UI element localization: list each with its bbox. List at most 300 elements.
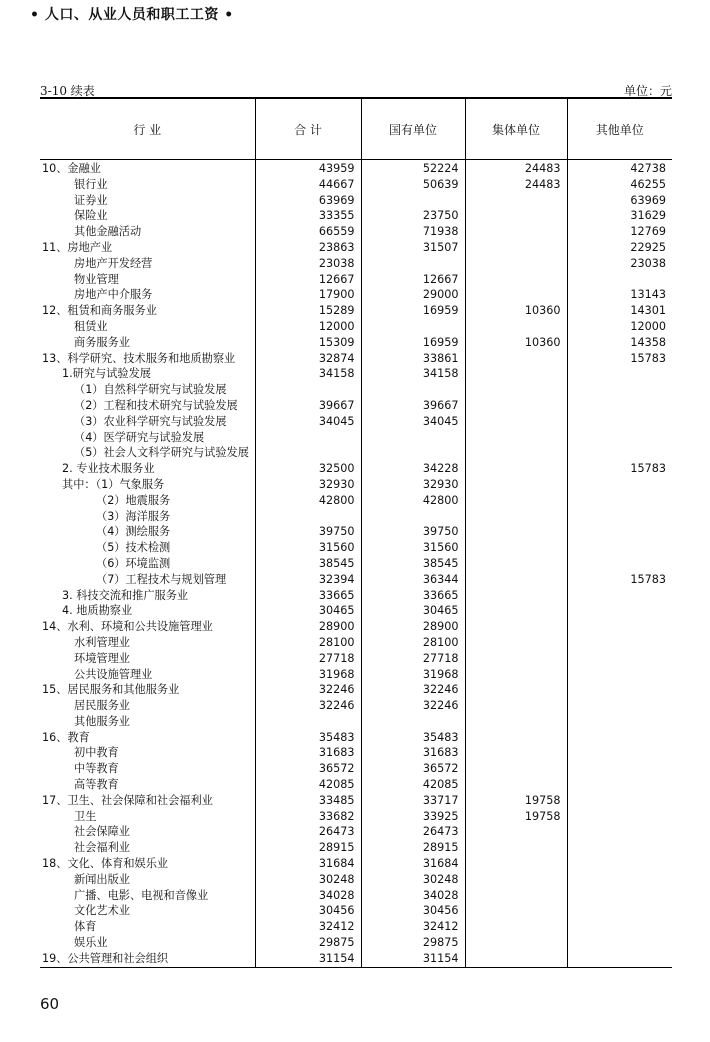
table-row — [40, 382, 672, 398]
table-row — [40, 303, 672, 319]
table-row — [40, 651, 672, 667]
collective-cell — [465, 603, 567, 619]
state-owned-cell: 30465 — [361, 603, 465, 619]
other-cell — [567, 761, 672, 777]
table-row — [40, 240, 672, 256]
other-cell: 12769 — [567, 224, 672, 240]
total-cell: 26473 — [255, 824, 361, 840]
other-cell — [567, 588, 672, 604]
table-row — [40, 619, 672, 635]
state-owned-cell: 39667 — [361, 398, 465, 414]
industry-name-cell: （3）农业科学研究与试验发展 — [74, 414, 227, 428]
industry-name-cell: 14、水利、环境和公共设施管理业 — [42, 620, 213, 634]
total-cell: 23863 — [255, 240, 361, 256]
collective-cell — [465, 461, 567, 477]
state-owned-cell — [361, 430, 465, 446]
other-cell — [567, 398, 672, 414]
other-cell — [567, 366, 672, 382]
table-body — [40, 160, 672, 968]
industry-name-cell: （3）海洋服务 — [96, 509, 171, 523]
state-owned-cell — [361, 509, 465, 525]
other-cell — [567, 951, 672, 967]
state-owned-cell — [361, 382, 465, 398]
industry-name-cell: 13、科学研究、技术服务和地质勘察业 — [42, 351, 236, 365]
collective-cell — [465, 509, 567, 525]
collective-cell — [465, 208, 567, 224]
state-owned-cell: 23750 — [361, 208, 465, 224]
state-owned-cell: 30248 — [361, 872, 465, 888]
table-row — [40, 398, 672, 414]
table-header-row — [40, 98, 672, 160]
industry-name-cell: 19、公共管理和社会组织 — [40, 951, 255, 967]
state-owned-cell: 39750 — [361, 524, 465, 540]
table-row — [40, 588, 672, 604]
total-cell: 12000 — [255, 319, 361, 335]
collective-cell — [465, 888, 567, 904]
collective-cell — [465, 730, 567, 746]
state-owned-cell: 31684 — [361, 856, 465, 872]
table-row — [40, 682, 672, 698]
state-owned-cell: 31507 — [361, 240, 465, 256]
total-cell: 63969 — [255, 193, 361, 209]
other-cell: 22925 — [567, 240, 672, 256]
other-cell — [567, 935, 672, 951]
table-row — [40, 667, 672, 683]
industry-name-cell: 其他金融活动 — [74, 225, 142, 239]
collective-cell: 10360 — [465, 335, 567, 351]
industry-name-cell: （4）测绘服务 — [96, 525, 171, 539]
industry-name-cell: 体育 — [74, 920, 97, 934]
other-cell — [567, 903, 672, 919]
industry-name-cell: 中等教育 — [74, 762, 119, 776]
collective-cell: 19758 — [465, 809, 567, 825]
industry-name-cell: 文化艺术业 — [74, 904, 130, 918]
collective-cell — [465, 588, 567, 604]
other-cell — [567, 824, 672, 840]
collective-cell — [465, 556, 567, 572]
other-cell — [567, 414, 672, 430]
total-cell: 33682 — [255, 809, 361, 825]
table-row — [40, 824, 672, 840]
total-cell: 15309 — [255, 335, 361, 351]
other-cell — [567, 651, 672, 667]
industry-name-cell: 高等教育 — [74, 778, 119, 792]
total-cell: 32412 — [255, 919, 361, 935]
other-cell: 46255 — [567, 177, 672, 193]
column-header-other: 其他单位 — [567, 98, 672, 160]
industry-name-cell: 12、租赁和商务服务业 — [42, 304, 157, 318]
total-cell — [255, 445, 361, 461]
total-cell: 32246 — [255, 698, 361, 714]
collective-cell — [465, 572, 567, 588]
other-cell: 14358 — [567, 335, 672, 351]
state-owned-cell: 31683 — [361, 745, 465, 761]
other-cell — [567, 682, 672, 698]
industry-name-cell: 广播、电影、电视和音像业 — [74, 888, 209, 902]
other-cell — [567, 714, 672, 730]
table-row — [40, 224, 672, 240]
other-cell — [567, 477, 672, 493]
table-row — [40, 714, 672, 730]
column-header-total: 合 计 — [255, 98, 361, 160]
state-owned-cell: 32412 — [361, 919, 465, 935]
state-owned-cell: 31560 — [361, 540, 465, 556]
state-owned-cell: 28100 — [361, 635, 465, 651]
total-cell: 33355 — [255, 208, 361, 224]
collective-cell — [465, 540, 567, 556]
state-owned-cell: 71938 — [361, 224, 465, 240]
industry-name-cell: 10、金融业 — [42, 162, 101, 175]
other-cell — [567, 445, 672, 461]
table-row — [40, 888, 672, 904]
table-row — [40, 540, 672, 556]
total-cell: 33485 — [255, 793, 361, 809]
column-header-collective: 集体单位 — [465, 98, 567, 160]
industry-name-cell: 房地产开发经营 — [74, 256, 153, 270]
collective-cell — [465, 319, 567, 335]
total-cell: 30465 — [255, 603, 361, 619]
industry-name-cell: 其中：（1）气象服务 — [62, 477, 165, 491]
state-owned-cell: 33925 — [361, 809, 465, 825]
other-cell — [567, 382, 672, 398]
total-cell: 28900 — [255, 619, 361, 635]
state-owned-cell: 36344 — [361, 572, 465, 588]
collective-cell — [465, 714, 567, 730]
other-cell — [567, 493, 672, 509]
collective-cell — [465, 840, 567, 856]
table-row — [40, 919, 672, 935]
industry-name-cell: （4）医学研究与试验发展 — [74, 430, 205, 444]
total-cell: 32874 — [255, 351, 361, 367]
table-row — [40, 319, 672, 335]
collective-cell — [465, 414, 567, 430]
collective-cell — [465, 935, 567, 951]
industry-name-cell: 16、教育 — [42, 730, 90, 744]
collective-cell — [465, 445, 567, 461]
state-owned-cell: 29875 — [361, 935, 465, 951]
other-cell: 14301 — [567, 303, 672, 319]
total-cell: 31560 — [255, 540, 361, 556]
other-cell — [567, 619, 672, 635]
collective-cell — [465, 256, 567, 272]
state-owned-cell: 52224 — [361, 160, 465, 177]
collective-cell — [465, 398, 567, 414]
industry-name-cell: 卫生 — [74, 809, 97, 823]
industry-name-cell: 商务服务业 — [74, 335, 130, 349]
other-cell: 15783 — [567, 572, 672, 588]
unit-label: 单位：元 — [623, 84, 672, 98]
total-cell: 31968 — [255, 667, 361, 683]
total-cell: 29875 — [255, 935, 361, 951]
state-owned-cell: 30456 — [361, 903, 465, 919]
total-cell: 31154 — [255, 951, 361, 967]
industry-name-cell: （5）技术检测 — [96, 541, 171, 555]
total-cell: 32500 — [255, 461, 361, 477]
other-cell: 31629 — [567, 208, 672, 224]
industry-name-cell: 15、居民服务和其他服务业 — [42, 683, 180, 697]
state-owned-cell — [361, 256, 465, 272]
industry-name-cell: （2）工程和技术研究与试验发展 — [74, 398, 238, 412]
table-row — [40, 603, 672, 619]
other-cell — [567, 793, 672, 809]
industry-name-cell: 证券业 — [74, 193, 108, 207]
state-owned-cell: 35483 — [361, 730, 465, 746]
industry-name-cell: 公共设施管理业 — [74, 667, 153, 681]
total-cell: 38545 — [255, 556, 361, 572]
total-cell: 12667 — [255, 272, 361, 288]
other-cell — [567, 919, 672, 935]
other-cell: 12000 — [567, 319, 672, 335]
state-owned-cell — [361, 319, 465, 335]
collective-cell — [465, 745, 567, 761]
state-owned-cell: 34045 — [361, 414, 465, 430]
state-owned-cell: 34228 — [361, 461, 465, 477]
collective-cell — [465, 824, 567, 840]
total-cell: 32246 — [255, 682, 361, 698]
total-cell: 39667 — [255, 398, 361, 414]
industry-name-cell: （5）社会人文科学研究与试验发展 — [74, 446, 249, 460]
table-row — [40, 177, 672, 193]
state-owned-cell: 28900 — [361, 619, 465, 635]
table-row — [40, 160, 672, 177]
table-row — [40, 461, 672, 477]
table-row — [40, 272, 672, 288]
column-header-state-owned: 国有单位 — [361, 98, 465, 160]
other-cell — [567, 272, 672, 288]
total-cell: 17900 — [255, 287, 361, 303]
collective-cell: 19758 — [465, 793, 567, 809]
total-cell: 35483 — [255, 730, 361, 746]
table-row — [40, 335, 672, 351]
collective-cell — [465, 524, 567, 540]
collective-cell — [465, 951, 567, 967]
total-cell — [255, 382, 361, 398]
state-owned-cell: 33665 — [361, 588, 465, 604]
other-cell — [567, 777, 672, 793]
total-cell: 42085 — [255, 777, 361, 793]
collective-cell: 10360 — [465, 303, 567, 319]
collective-cell — [465, 856, 567, 872]
other-cell — [567, 809, 672, 825]
industry-name-cell: 4. 地质勘察业 — [62, 604, 133, 618]
industry-name-cell: 新闻出版业 — [74, 872, 130, 886]
other-cell — [567, 872, 672, 888]
table-row — [40, 856, 672, 872]
other-cell — [567, 856, 672, 872]
industry-name-cell: （6）环境监测 — [96, 556, 171, 570]
other-cell — [567, 667, 672, 683]
state-owned-cell — [361, 193, 465, 209]
other-cell — [567, 524, 672, 540]
industry-name-cell: 居民服务业 — [74, 699, 130, 713]
other-cell: 13143 — [567, 287, 672, 303]
industry-name-cell: （7）工程技术与规划管理 — [96, 572, 227, 586]
table-row — [40, 414, 672, 430]
total-cell: 15289 — [255, 303, 361, 319]
state-owned-cell: 42085 — [361, 777, 465, 793]
total-cell: 28100 — [255, 635, 361, 651]
total-cell: 36572 — [255, 761, 361, 777]
other-cell: 42738 — [567, 160, 672, 177]
collective-cell: 24483 — [465, 160, 567, 177]
table-row — [40, 793, 672, 809]
state-owned-cell: 27718 — [361, 651, 465, 667]
collective-cell — [465, 667, 567, 683]
collective-cell — [465, 651, 567, 667]
total-cell: 42800 — [255, 493, 361, 509]
collective-cell — [465, 493, 567, 509]
collective-cell — [465, 777, 567, 793]
other-cell — [567, 540, 672, 556]
table-row — [40, 777, 672, 793]
total-cell: 27718 — [255, 651, 361, 667]
collective-cell — [465, 366, 567, 382]
table-row — [40, 493, 672, 509]
industry-name-cell: 娱乐业 — [74, 936, 108, 950]
industry-name-cell: 3. 科技交流和推广服务业 — [62, 588, 189, 602]
table-row — [40, 572, 672, 588]
table-row — [40, 351, 672, 367]
other-cell: 63969 — [567, 193, 672, 209]
industry-name-cell: 初中教育 — [74, 746, 119, 760]
table-row — [40, 193, 672, 209]
industry-name-cell: （2）地震服务 — [96, 493, 171, 507]
total-cell: 32930 — [255, 477, 361, 493]
table-row — [40, 524, 672, 540]
total-cell: 23038 — [255, 256, 361, 272]
collective-cell — [465, 382, 567, 398]
total-cell: 31683 — [255, 745, 361, 761]
state-owned-cell: 26473 — [361, 824, 465, 840]
state-owned-cell: 31968 — [361, 667, 465, 683]
state-owned-cell: 16959 — [361, 303, 465, 319]
state-owned-cell: 32246 — [361, 698, 465, 714]
total-cell: 34028 — [255, 888, 361, 904]
other-cell — [567, 698, 672, 714]
table-row — [40, 730, 672, 746]
table-row — [40, 840, 672, 856]
collective-cell — [465, 477, 567, 493]
industry-name-cell: 17、卫生、社会保障和社会福利业 — [42, 793, 213, 807]
other-cell: 23038 — [567, 256, 672, 272]
state-owned-cell: 34158 — [361, 366, 465, 382]
industry-name-cell: 社会保障业 — [74, 825, 130, 839]
collective-cell — [465, 272, 567, 288]
total-cell: 39750 — [255, 524, 361, 540]
page-header: • 人口、从业人员和职工工资 • — [30, 7, 234, 23]
collective-cell — [465, 240, 567, 256]
page-number: 60 — [40, 995, 60, 1013]
table-row — [40, 745, 672, 761]
collective-cell — [465, 682, 567, 698]
table-row — [40, 208, 672, 224]
collective-cell — [465, 698, 567, 714]
total-cell — [255, 509, 361, 525]
state-owned-cell: 33861 — [361, 351, 465, 367]
industry-name-cell: 房地产中介服务 — [74, 288, 153, 302]
industry-name-cell: 保险业 — [74, 209, 108, 223]
other-cell: 15783 — [567, 351, 672, 367]
total-cell: 33665 — [255, 588, 361, 604]
collective-cell — [465, 903, 567, 919]
industry-name-cell: 租赁业 — [74, 319, 108, 333]
other-cell — [567, 888, 672, 904]
industry-name-cell: 物业管理 — [74, 272, 119, 286]
table-row — [40, 287, 672, 303]
state-owned-cell: 29000 — [361, 287, 465, 303]
other-cell — [567, 556, 672, 572]
industry-name-cell: 社会福利业 — [74, 841, 130, 855]
total-cell: 34158 — [255, 366, 361, 382]
other-cell — [567, 509, 672, 525]
industry-name-cell: 银行业 — [74, 177, 108, 191]
column-header-industry: 行 业 — [40, 98, 255, 160]
collective-cell — [465, 872, 567, 888]
total-cell: 31684 — [255, 856, 361, 872]
table-row — [40, 366, 672, 382]
total-cell: 30248 — [255, 872, 361, 888]
state-owned-cell: 16959 — [361, 335, 465, 351]
state-owned-cell: 42800 — [361, 493, 465, 509]
table-row — [40, 445, 672, 461]
other-cell — [567, 603, 672, 619]
industry-name-cell: 2. 专业技术服务业 — [62, 462, 155, 476]
industry-name-cell: 环境管理业 — [74, 651, 130, 665]
industry-name-cell: 水利管理业 — [74, 635, 130, 649]
total-cell: 44667 — [255, 177, 361, 193]
table-row — [40, 935, 672, 951]
state-owned-cell: 32246 — [361, 682, 465, 698]
table-row — [40, 635, 672, 651]
state-owned-cell: 12667 — [361, 272, 465, 288]
industry-name-cell: 其他服务业 — [74, 714, 130, 728]
total-cell: 30456 — [255, 903, 361, 919]
state-owned-cell: 34028 — [361, 888, 465, 904]
industry-name-cell: （1）自然科学研究与试验发展 — [74, 383, 227, 397]
table-row — [40, 509, 672, 525]
state-owned-cell — [361, 714, 465, 730]
industry-name-cell: 18、文化、体育和娱乐业 — [42, 857, 169, 871]
collective-cell — [465, 224, 567, 240]
table-id: 3-10 续表 — [40, 84, 95, 98]
other-cell — [567, 730, 672, 746]
wage-table — [40, 97, 672, 968]
other-cell — [567, 635, 672, 651]
table-row — [40, 761, 672, 777]
table-row — [40, 477, 672, 493]
state-owned-cell: 36572 — [361, 761, 465, 777]
other-cell — [567, 745, 672, 761]
collective-cell: 24483 — [465, 177, 567, 193]
other-cell — [567, 430, 672, 446]
table-row — [40, 903, 672, 919]
table-row — [40, 556, 672, 572]
total-cell: 28915 — [255, 840, 361, 856]
collective-cell — [465, 287, 567, 303]
industry-name-cell: 11、房地产业 — [42, 240, 113, 254]
table-row — [40, 698, 672, 714]
collective-cell — [465, 761, 567, 777]
other-cell — [567, 840, 672, 856]
collective-cell — [465, 635, 567, 651]
total-cell — [255, 714, 361, 730]
state-owned-cell: 33717 — [361, 793, 465, 809]
total-cell — [255, 430, 361, 446]
other-cell: 15783 — [567, 461, 672, 477]
table-row — [40, 872, 672, 888]
table-row — [40, 256, 672, 272]
total-cell: 66559 — [255, 224, 361, 240]
